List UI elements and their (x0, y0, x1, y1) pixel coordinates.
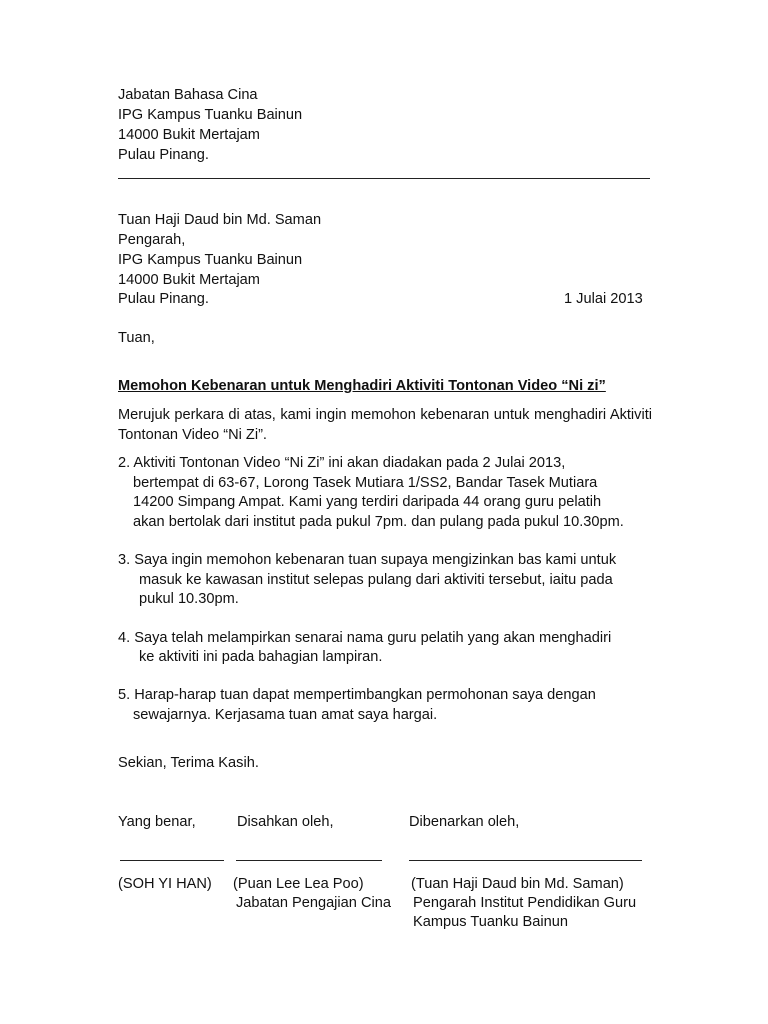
recipient-name: Tuan Haji Daud bin Md. Saman (118, 212, 322, 228)
subject-line: Memohon Kebenaran untuk Menghadiri Aktiviti Tontonan Video “Ni zi” (118, 378, 606, 394)
sig-col2-dept: Jabatan Pengajian Cina (236, 895, 391, 911)
intro-paragraph: Merujuk perkara di atas, kami ingin memohon kebenaran untuk menghadiri Aktiviti Tontonan Video “Ni Zi”. (118, 407, 652, 443)
recipient-state: Pulau Pinang. (118, 291, 209, 307)
sender-line-3: 14000 Bukit Mertajam (118, 127, 260, 143)
point-4-line-1: 4. Saya telah melampirkan senarai nama guru pelatih yang akan menghadiri (118, 630, 612, 646)
point-3-line-3: pukul 10.30pm. (139, 591, 239, 607)
sig-col3-role-1: Pengarah Institut Pendidikan Guru (413, 895, 637, 911)
recipient-org: IPG Kampus Tuanku Bainun (118, 252, 303, 268)
point-3-line-2: masuk ke kawasan institut selepas pulang dari aktiviti tersebut, iaitu pada (139, 572, 613, 588)
sender-line-4: Pulau Pinang. (118, 147, 209, 163)
sender-line-1: Jabatan Bahasa Cina (118, 87, 258, 103)
sig-col3-role-2: Kampus Tuanku Bainun (413, 914, 568, 930)
recipient-city: 14000 Bukit Mertajam (118, 272, 260, 288)
sig-col1-heading: Yang benar, (118, 814, 196, 830)
closing: Sekian, Terima Kasih. (118, 755, 259, 771)
sig-col3-line (409, 860, 642, 861)
sig-col3-heading: Dibenarkan oleh, (409, 814, 520, 830)
sig-col2-name: (Puan Lee Lea Poo) (233, 876, 364, 892)
salutation: Tuan, (118, 330, 155, 346)
letter-date: 1 Julai 2013 (564, 291, 643, 307)
recipient-title: Pengarah, (118, 232, 186, 248)
sig-col1-name: (SOH YI HAN) (118, 876, 212, 892)
point-2-line-3: 14200 Simpang Ampat. Kami yang terdiri daripada 44 orang guru pelatih (133, 494, 602, 510)
header-divider (118, 178, 650, 179)
sig-col2-line (236, 860, 382, 861)
point-4-line-2: ke aktiviti ini pada bahagian lampiran. (139, 649, 383, 665)
point-3-line-1: 3. Saya ingin memohon kebenaran tuan supaya mengizinkan bas kami untuk (118, 552, 617, 568)
sig-col2-heading: Disahkan oleh, (237, 814, 334, 830)
point-2-line-1: 2. Aktiviti Tontonan Video “Ni Zi” ini akan diadakan pada 2 Julai 2013, (118, 455, 566, 471)
sig-col3-name: (Tuan Haji Daud bin Md. Saman) (411, 876, 624, 892)
point-5-line-1: 5. Harap-harap tuan dapat mempertimbangkan permohonan saya dengan (118, 687, 596, 703)
point-2-line-2: bertempat di 63-67, Lorong Tasek Mutiara 1/SS2, Bandar Tasek Mutiara (133, 475, 598, 491)
point-5-line-2: sewajarnya. Kerjasama tuan amat saya hargai. (133, 707, 438, 723)
sender-line-2: IPG Kampus Tuanku Bainun (118, 107, 303, 123)
sig-col1-line (120, 860, 224, 861)
point-2-line-4: akan bertolak dari institut pada pukul 7pm. dan pulang pada pukul 10.30pm. (133, 514, 624, 530)
